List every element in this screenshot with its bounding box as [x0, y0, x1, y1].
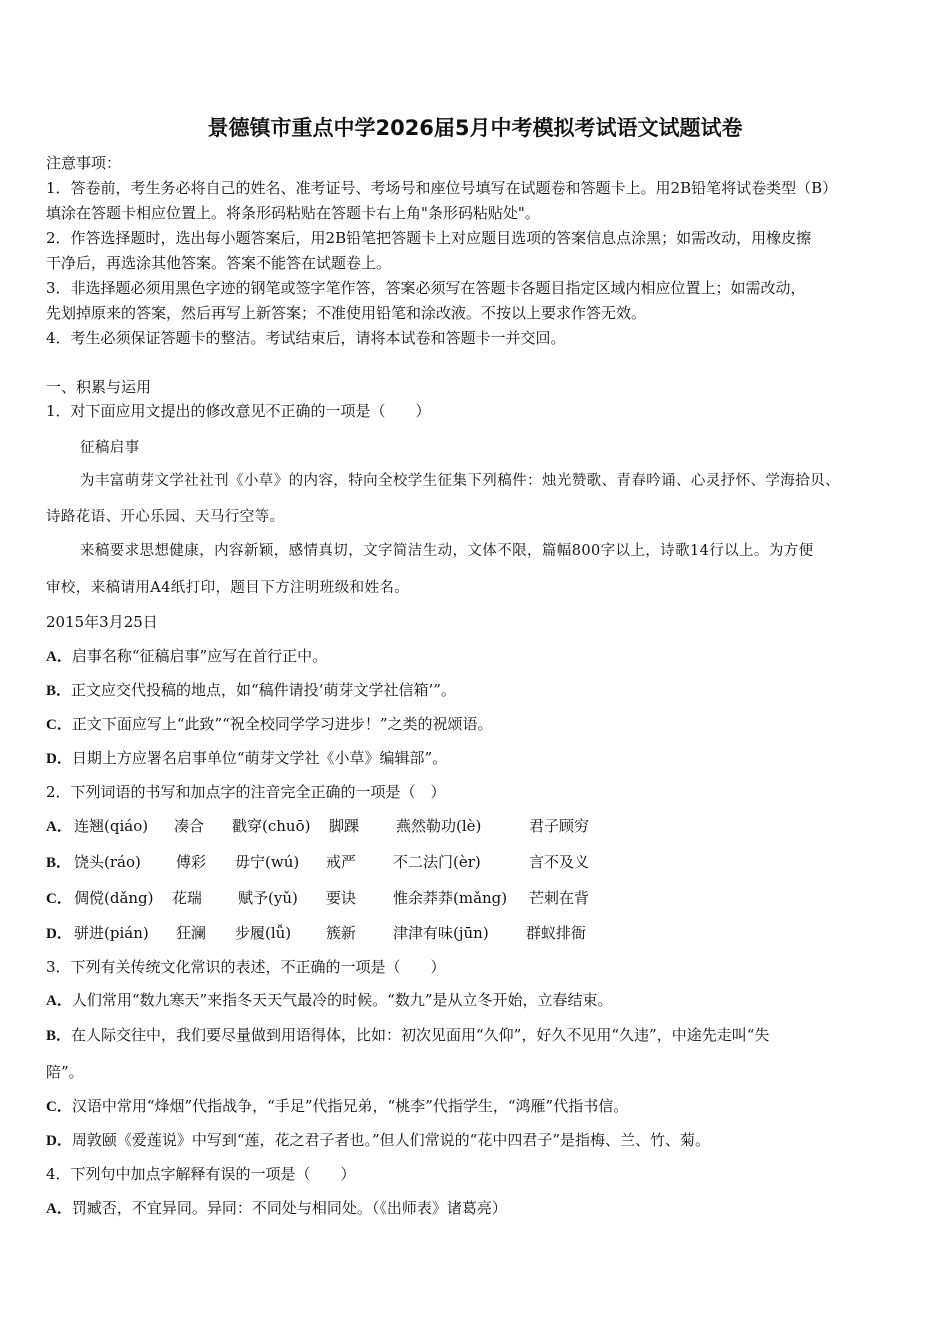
option-label: C．: [46, 1099, 72, 1115]
notice-line: 填涂在答题卡相应位置上。将条形码粘贴在答题卡右上角"条形码粘贴处"。: [46, 204, 540, 222]
question-3-stem: 3．下列有关传统文化常识的表述，不正确的一项是（ ）: [46, 958, 446, 976]
notice-line: 先划掉原来的答案，然后再写上新答案；不准使用铅笔和涂改液。不按以上要求作答无效。: [46, 304, 647, 322]
option-text: 周敦颐《爱莲说》中写到“莲，花之君子者也。”但人们常说的“花中四君子”是指梅、兰、竹、菊。: [71, 1131, 711, 1149]
notice-line: 2．作答选择题时，选出每小题答案后，用2B铅笔把答题卡上对应题目选项的答案信息点涂黑；如需改动，用橡皮擦: [46, 229, 812, 247]
notice-doc-title: 征稿启事: [80, 440, 140, 456]
section-heading: 一、积累与运用: [46, 378, 152, 396]
word: 津津有味(jūn): [393, 924, 489, 942]
option-a: [46, 990, 613, 1011]
option-label: A．: [46, 993, 72, 1009]
word: 芒刺在背: [529, 889, 590, 907]
option-d: [46, 1130, 710, 1151]
option-text: 正文应交代投稿的地点，如“稿件请投‘萌芽文学社信箱’”。: [71, 681, 456, 699]
option-text: 正文下面应写上“此致”“祝全校同学学习进步！”之类的祝颂语。: [71, 715, 493, 733]
option-text: 日期上方应署名启事单位“萌芽文学社《小草》编辑部”。: [71, 749, 448, 767]
notice-line: 4．考生必须保证答题卡的整洁。考试结束后，请将本试卷和答题卡一并交回。: [46, 329, 566, 347]
option-label: C．: [46, 717, 72, 733]
word: 不二法门(èr): [393, 853, 481, 871]
word: 群蚁排衙: [526, 924, 587, 942]
word: 戒严: [326, 853, 357, 871]
option-text: 人们常用“数九寒天”来指冬天天气最冷的时候。“数九”是从立冬开始，立春结束。: [71, 991, 613, 1009]
option-c: [46, 1096, 628, 1117]
option-label: D．: [46, 1133, 72, 1149]
word: 戳穿(chuō): [232, 817, 311, 835]
question-4-stem: 4．下列句中加点字解释有误的一项是（ ）: [46, 1165, 356, 1183]
option-text: 启事名称“征稿启事”应写在首行正中。: [71, 647, 328, 665]
option-c: [46, 714, 493, 735]
word: 毋宁(wú): [235, 853, 300, 871]
option-a: [46, 646, 327, 667]
word: 步履(lǚ): [235, 924, 292, 942]
word: 簇新: [326, 924, 357, 942]
option-label: B．: [46, 855, 72, 871]
option-text: 在人际交往中，我们要尽量做到用语得体，比如：初次见面用“久仰”，好久不见用“久违”，中途先走叫“失: [71, 1026, 770, 1044]
option-label: D．: [46, 926, 72, 942]
option-label: A．: [46, 649, 72, 665]
option-label: A．: [46, 819, 72, 835]
option-text: 汉语中常用“烽烟”代指战争，“手足”代指兄弟，“桃李”代指学生，“鸿雁”代指书信。: [71, 1097, 629, 1115]
option-b-continued: 陪”。: [46, 1063, 84, 1081]
option-label: C．: [46, 891, 72, 907]
word: 骈进(pián): [74, 924, 149, 942]
option-a: [46, 1198, 507, 1219]
word: 连翘(qiáo): [74, 817, 149, 835]
notice-line: 3．非选择题必须用黑色字迹的钢笔或签字笔作答，答案必须写在答题卡各题目指定区域内相应位置上；如需改动，: [46, 279, 806, 297]
word: 倜傥(dǎng): [74, 889, 154, 907]
word: 狂澜: [176, 924, 207, 942]
option-b: [46, 1025, 769, 1046]
page-title: 景德镇市重点中学2026届5月中考模拟考试语文试题试卷: [207, 116, 743, 140]
question-1-stem: 1．对下面应用文提出的修改意见不正确的一项是（ ）: [46, 402, 431, 420]
word: 要诀: [326, 889, 357, 907]
notice-line: 干净后，再选涂其他答案。答案不能答在试题卷上。: [46, 254, 392, 272]
word: 燕然勒功(lè): [396, 817, 482, 835]
notice-doc-body: 来稿要求思想健康，内容新颖，感情真切，文字简洁生动，文体不限，篇幅800字以上，诗歌14行以上。为方便: [80, 543, 814, 559]
notice-doc-body: 为丰富萌芽文学社社刊《小草》的内容，特向全校学生征集下列稿件：烛光赞歌、青春吟诵、心灵抒怀、学海拾贝、: [80, 473, 840, 489]
notice-doc-body: 审校，来稿请用A4纸打印，题目下方注明班级和姓名。: [46, 580, 410, 596]
word: 赋予(yǔ): [238, 889, 298, 907]
option-label: B．: [46, 1028, 72, 1044]
word: 言不及义: [529, 853, 590, 871]
option-text: 罚臧否，不宜异同。异同：不同处与相同处。（《出师表》诸葛亮）: [71, 1199, 507, 1217]
word: 脚踝: [329, 817, 360, 835]
word: 惟余莽莽(mǎng): [393, 889, 508, 907]
option-b: [46, 680, 456, 701]
option-d: [46, 748, 447, 769]
word: 君子顾穷: [529, 817, 590, 835]
word: 傅彩: [176, 853, 207, 871]
word: 凑合: [174, 817, 205, 835]
notice-doc-date: 2015年3月25日: [46, 613, 158, 631]
word: 饶头(ráo): [74, 853, 141, 871]
option-label: D．: [46, 751, 72, 767]
notice-heading: 注意事项：: [46, 154, 122, 172]
option-label: A．: [46, 1201, 72, 1217]
option-label: B．: [46, 683, 72, 699]
word: 花瑞: [172, 889, 203, 907]
notice-line: 1．答卷前，考生务必将自己的姓名、准考证号、考场号和座位号填写在试题卷和答题卡上。用2B铅笔将试卷类型（B）: [46, 179, 838, 197]
notice-doc-body: 诗路花语、开心乐园、天马行空等。: [46, 509, 285, 525]
question-2-stem: 2．下列词语的书写和加点字的注音完全正确的一项是（ ）: [46, 783, 446, 801]
